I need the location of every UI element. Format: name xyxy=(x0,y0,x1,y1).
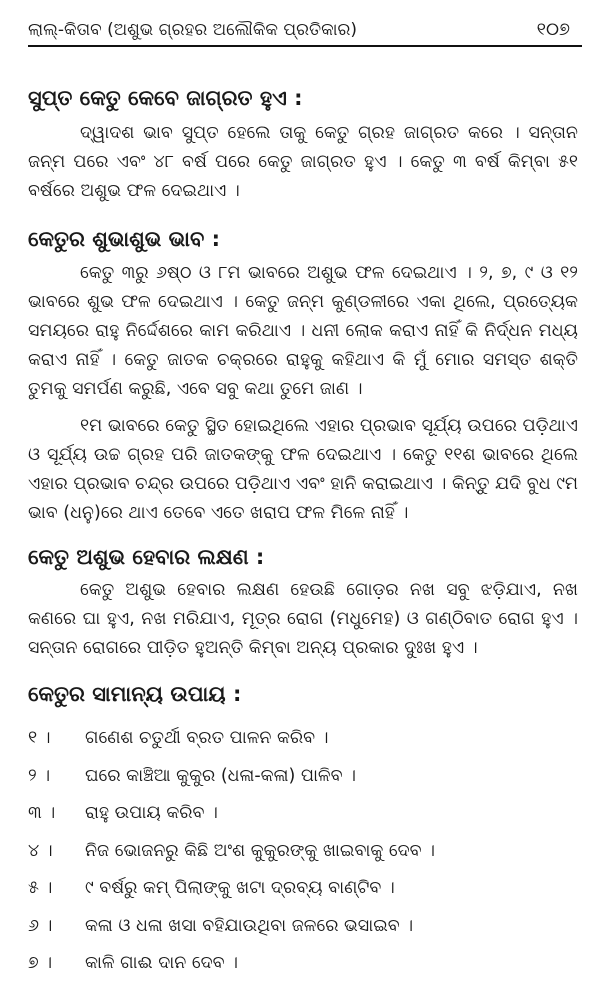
remedy-number: ୬ । xyxy=(28,915,53,936)
remedy-item xyxy=(28,723,578,761)
remedy-text: ଗଣେଶ ଚତୁର୍ଥୀ ବ୍ରତ ପାଳନ କରିବ । xyxy=(85,728,329,748)
remedy-text: କଳା ଓ ଧଳା ଖସା ବହିଯାଉଥିବା ଜଳରେ ଭସାଇବ । xyxy=(85,915,414,936)
remedy-text: ରାହୁ ଉପାୟ କରିବ । xyxy=(85,803,218,823)
remedy-item xyxy=(28,873,578,911)
page-number: ୧୦୭ xyxy=(536,19,570,40)
remedy-number: ୪ । xyxy=(28,840,53,861)
remedy-number: ୩ । xyxy=(28,803,56,823)
remedy-number: ୫ । xyxy=(28,878,53,898)
remedy-text: ଘରେ କାଞ୍ଚିଆ କୁକୁର (ଧଳା-କଳା) ପାଳିବ । xyxy=(85,765,356,786)
remedy-item xyxy=(28,948,578,986)
paragraph: କେତୁ ୩ରୁ ୬ଷ୍ଠ ଓ ୮ମ ଭାବରେ ଅଶୁଭ ଫଳ ଦେଇଥାଏ । ୨, ୭, ୯ ଓ ୧୨ ଭାବରେ ଶୁଭ ଫଳ ଦେଇଥାଏ । କେତୁ ଜନ୍ମ କୁଣ୍ଡଳୀରେ ଏକା ଥିଲେ, ପ୍ରତ୍ୟେକ ସମୟରେ ରାହୁ ନିର୍ଦ୍ଦେଶରେ କାମ କରିଥାଏ । ଧନୀ ଲୋକ କରାଏ ନାହିଁ କି ନିର୍ଦ୍ଧନ ମଧ୍ୟ କରାଏ ନାହିଁ । କେତୁ ଜାତକ ଚକ୍ରରେ ରାହୁକୁ କହିଥାଏ କି ମୁଁ ମୋର ସମସ୍ତ ଶକ୍ତି ତୁମକୁ ସମର୍ପଣ କରୁଛି, ଏବେ ସବୁ କଥା ତୁମେ ଜାଣ । xyxy=(28,263,578,399)
section-heading: କେତୁର ଶୁଭାଶୁଭ ଭାବ : xyxy=(28,227,220,251)
remedy-list xyxy=(28,723,578,986)
section-heading: କେତୁର ସାମାନ୍ୟ ଉପାୟ : xyxy=(28,682,242,706)
remedy-item xyxy=(28,761,578,799)
running-header xyxy=(28,14,578,40)
section-heading: କେତୁ ଅଶୁଭ ହେବାର ଲକ୍ଷଣ : xyxy=(28,545,265,569)
paragraph: ୧ମ ଭାବରେ କେତୁ ସ୍ଥିତ ହୋଇଥିଲେ ଏହାର ପ୍ରଭାବ ସୂର୍ଯ୍ୟ ଉପରେ ପଡ଼ିଥାଏ ଓ ସୂର୍ଯ୍ୟ ଉଚ୍ଚ ଗ୍ରହ ପରି ଜାତକଙ୍କୁ ଫଳ ଦେଇଥାଏ । କେତୁ ୧୧ଶ ଭାବରେ ଥିଲେ ଏହାର ପ୍ରଭାବ ଚନ୍ଦ୍ର ଉପରେ ପଡ଼ିଥାଏ ଏବଂ ହାନି କରାଇଥାଏ । କିନ୍ତୁ ଯଦି ବୁଧ ୯ମ ଭାବ (ଧନୁ)ରେ ଥାଏ ତେବେ ଏତେ ଖରାପ ଫଳ ମିଳେ ନାହିଁ । xyxy=(28,416,578,523)
remedy-item xyxy=(28,836,578,874)
paragraph: କେତୁ ଅଶୁଭ ହେବାର ଲକ୍ଷଣ ହେଉଛି ଗୋଡ଼ର ନଖ ସବୁ ଝଡ଼ିଯାଏ, ନଖ କଣରେ ଘା ହୁଏ, ନଖ ମରିଯାଏ, ମୂତ୍ର ରୋଗ (ମଧୁମେହ) ଓ ଗଣ୍ଠିବାତ ରୋଗ ହୁଏ । ସନ୍ତାନ ରୋଗରେ ପୀଡ଼ିତ ହୁଅନ୍ତି କିମ୍ବା ଅନ୍ୟ ପ୍ରକାର ଦୁଃଖ ହୁଏ । xyxy=(28,580,578,658)
remedy-number: ୨ । xyxy=(28,765,51,786)
section-ketu-houses xyxy=(28,226,578,528)
section-ketu-symptoms xyxy=(28,544,578,663)
remedy-text: କାଳି ଗାଈ ଦାନ ଦେବ । xyxy=(85,953,239,973)
remedy-text: ୯ ବର୍ଷରୁ କମ୍ ପିଲାଙ୍କୁ ଖଟା ଦ୍ରବ୍ୟ ବାଣ୍ଟିବ । xyxy=(85,878,395,898)
remedy-item xyxy=(28,798,578,836)
section-heading: ସୁପ୍ତ କେତୁ କେବେ ଜାଗ୍ରତ ହୁଏ : xyxy=(28,86,303,110)
remedy-number: ୭ । xyxy=(28,953,53,973)
remedy-text: ନିଜ ଭୋଜନରୁ କିଛି ଅଂଶ କୁକୁରଙ୍କୁ ଖାଇବାକୁ ଦେବ । xyxy=(85,840,436,861)
remedy-number: ୧ । xyxy=(28,728,51,748)
section-ketu-remedies xyxy=(28,681,578,986)
running-title: ଲାଲ୍-କିତାବ (ଅଶୁଭ ଗ୍ରହର ଅଲୌକିକ ପ୍ରତିକାର) xyxy=(28,20,358,40)
section-dormant-ketu xyxy=(28,85,578,206)
paragraph: ଦ୍ୱାଦଶ ଭାବ ସୁପ୍ତ ହେଲେ ତାକୁ କେତୁ ଗ୍ରହ ଜାଗ୍ରତ କରେ । ସନ୍ତାନ ଜନ୍ମ ପରେ ଏବଂ ୪୮ ବର୍ଷ ପରେ କେତୁ ଜାଗ୍ରତ ହୁଏ । କେତୁ ୩ ବର୍ଷ କିମ୍ବା ୫୧ ବର୍ଷରେ ଅଶୁଭ ଫଳ ଦେଇଥାଏ । xyxy=(28,123,578,201)
remedy-item xyxy=(28,911,578,949)
header-rule xyxy=(28,45,582,47)
